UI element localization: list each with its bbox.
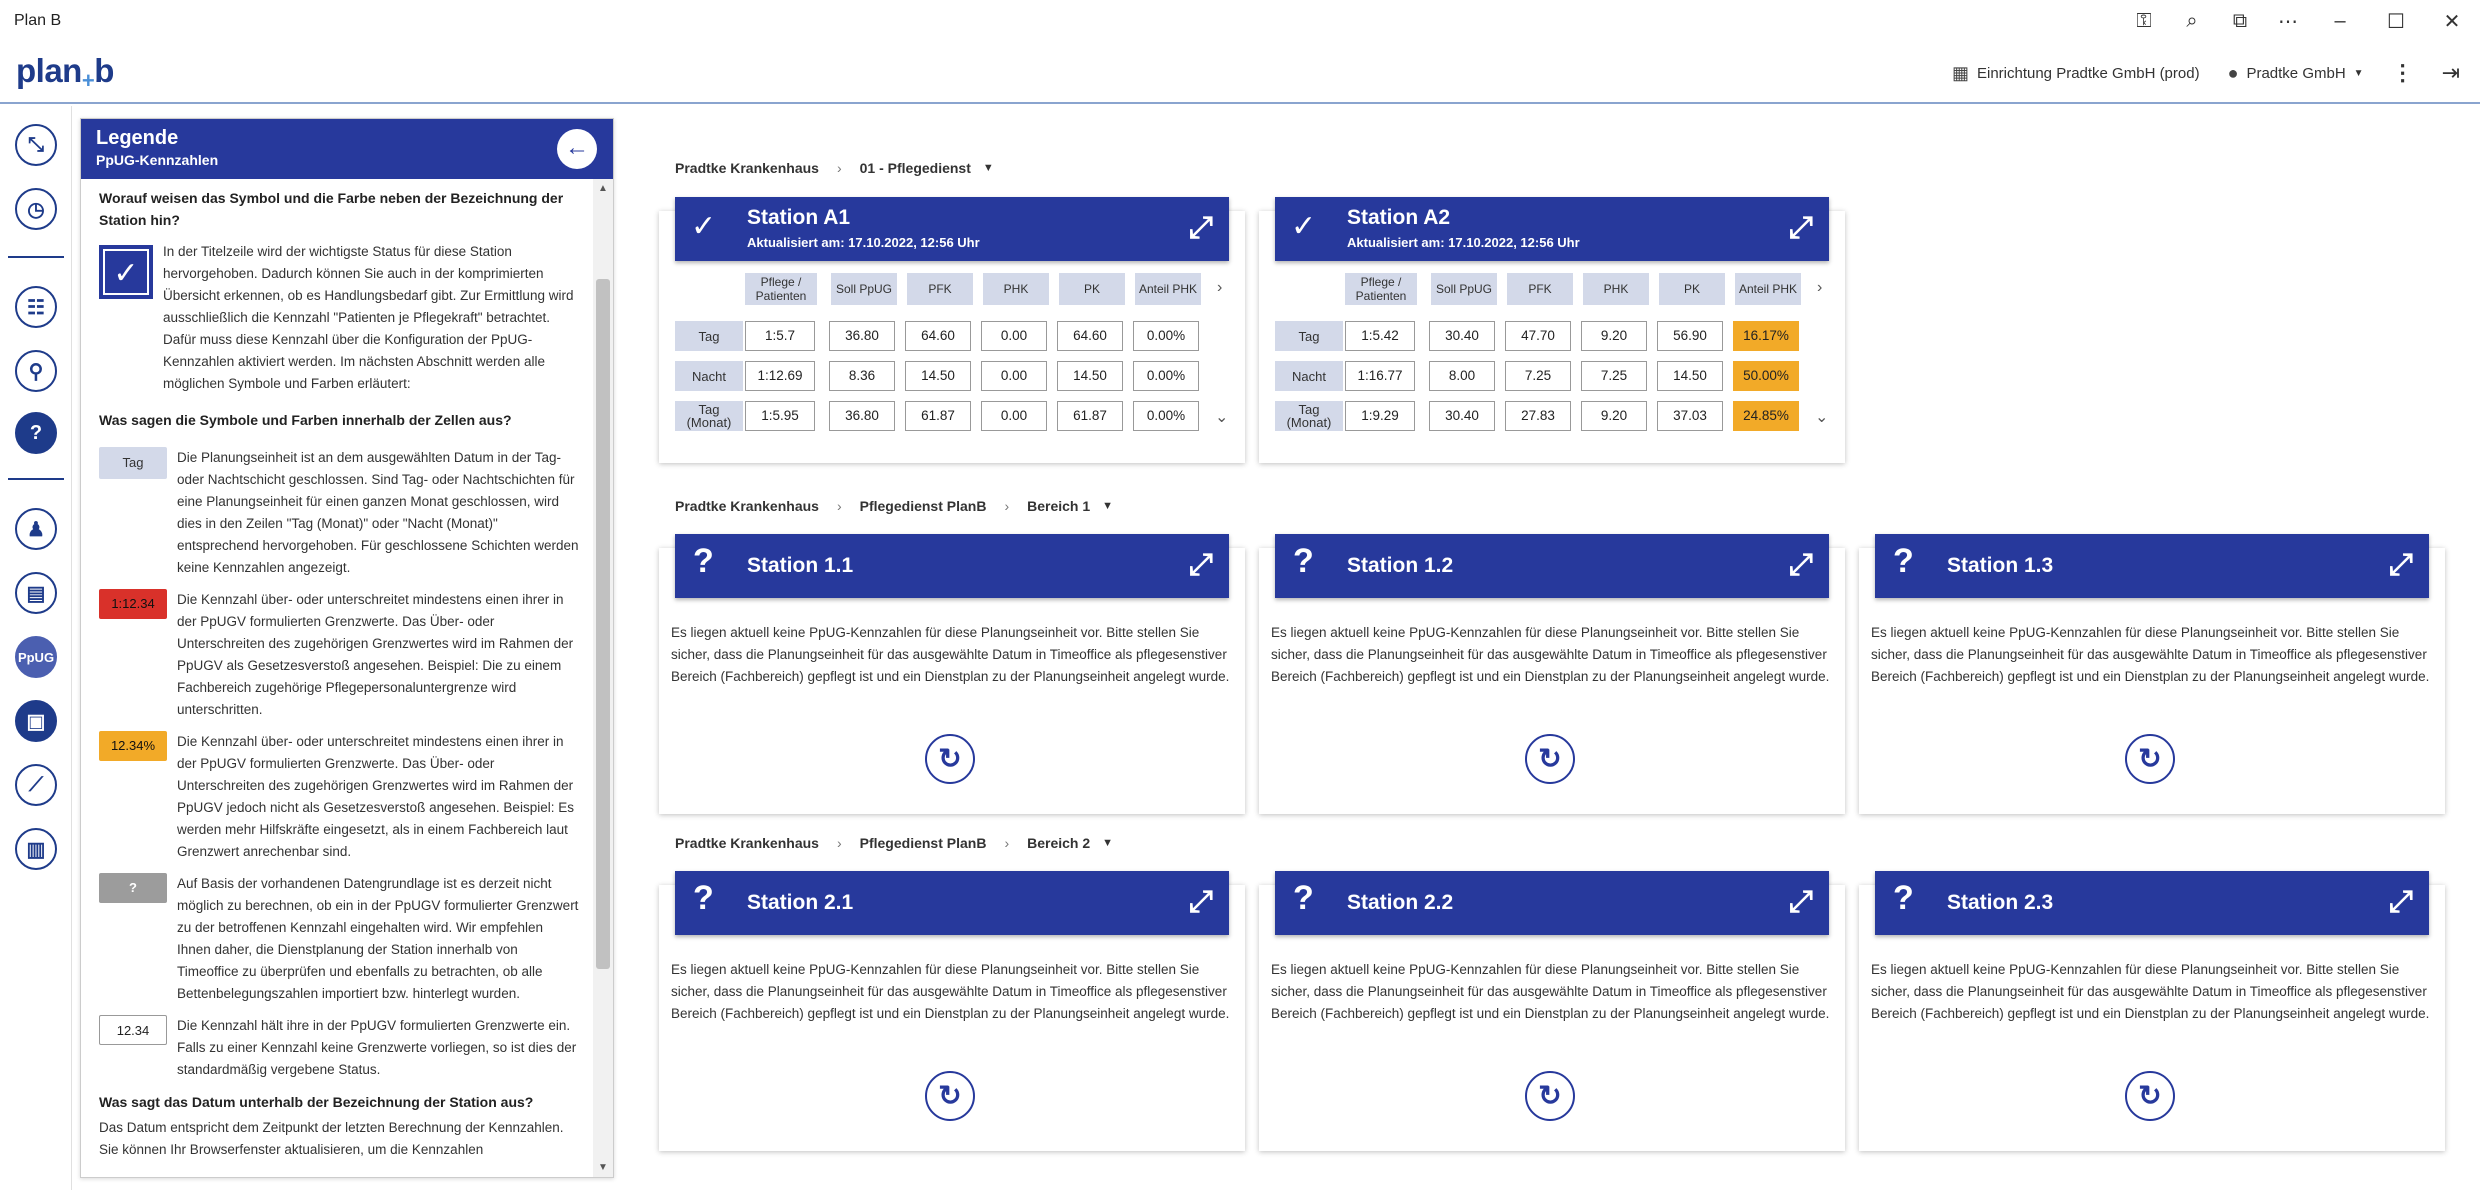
bar-chart-icon[interactable]: ▥ [15, 828, 57, 870]
sidebar-divider [8, 256, 64, 258]
metric-row-label: Tag (Monat) [675, 401, 743, 431]
check-icon: ✓ [691, 210, 717, 243]
metric-cell[interactable]: 0.00 [981, 361, 1047, 391]
chevron-right-icon[interactable]: › [1817, 279, 1823, 296]
tree-structure-icon[interactable]: ☷ [15, 286, 57, 328]
question-icon: ? [693, 879, 714, 917]
metric-row-label: Nacht [675, 361, 743, 391]
station-card [659, 206, 1245, 463]
station-header[interactable] [1875, 534, 2429, 598]
metric-cell[interactable]: 0.00% [1133, 361, 1199, 391]
refresh-icon[interactable]: ↻ [925, 734, 975, 784]
breadcrumb-item[interactable]: Pradtke Krankenhaus [675, 835, 819, 851]
legend-question: Worauf weisen das Symbol und die Farbe neben der Bezeichnung der Station hin? [99, 190, 564, 228]
legend-text: Die Kennzahl über- oder unterschreitet mindestens einen ihrer in der PpUGV formulierten Grenzwerte. Das Über- oder Unterschreiten des zugehörigen Grenzwertes wird im Rahmen der PpUGV als Gesetzesverstoß angesehen. Beispiel: Die zu einem Fachbereich zugehörige Pflegepersonaluntergrenze wird unterschritten. [177, 592, 574, 717]
expand-icon[interactable]: ⤢ [1189, 211, 1213, 244]
station-header[interactable] [675, 871, 1229, 935]
user-menu[interactable]: ● Pradtke GmbH ▼ [2227, 62, 2364, 83]
metric-cell[interactable]: 24.85% [1733, 401, 1799, 431]
badge-unknown: ? [99, 873, 167, 903]
user-icon: ● [2227, 62, 2239, 83]
metric-cell[interactable]: 7.25 [1505, 361, 1571, 391]
chevron-down-icon[interactable]: ▼ [1102, 500, 1114, 512]
metric-row-label: Tag (Monat) [1275, 401, 1343, 431]
empty-message: Es liegen aktuell keine PpUG-Kennzahlen für diese Planungseinheit vor. Bitte stellen Sie sicher, dass die Planungseinheit für das ausgewählte Datum in Timeoffice als pflegesenstiver Bereich (Fachbereich) gepflegt ist und ein Dienstplan zu der Planungseinheit angelegt wurde. [1871, 625, 2430, 684]
badge-closed: Tag [99, 447, 167, 479]
more-icon[interactable]: ⋯ [2278, 10, 2298, 33]
metric-cell[interactable]: 30.40 [1429, 401, 1495, 431]
app-logo[interactable]: plan+b [16, 52, 114, 93]
sidebar-item-ppug[interactable]: PpUG [15, 636, 57, 678]
legend-text: Die Kennzahl über- oder unterschreitet mindestens einen ihrer in der PpUGV formulierten Grenzwerte. Das Über- oder Unterschreiten des zugehörigen Grenzwertes wird im Rahmen der PpUGV jedoch nicht als Gesetzesverstoß angesehen. Beispiel: Es werden mehr Hilfskräfte eingesetzt, als in einem Fachbereich laut Grenzwert anrechenbar sind. [177, 734, 574, 859]
legend-question: Was sagt das Datum unterhalb der Bezeichnung der Station aus? [99, 1094, 534, 1110]
metric-column-header: PHK [1583, 273, 1649, 305]
scrollbar-thumb[interactable] [596, 279, 610, 969]
refresh-icon[interactable]: ↻ [1525, 734, 1575, 784]
station-header[interactable] [1275, 534, 1829, 598]
badge-ok: 12.34 [99, 1015, 167, 1045]
metric-cell[interactable]: 1:5.7 [745, 321, 815, 351]
metric-cell[interactable]: 56.90 [1657, 321, 1723, 351]
metric-cell[interactable]: 64.60 [905, 321, 971, 351]
station-header[interactable] [1875, 871, 2429, 935]
expand-icon[interactable]: ⤢ [1789, 548, 1813, 581]
breadcrumb-item[interactable]: Pflegedienst PlanB [859, 835, 987, 851]
station-header[interactable] [1275, 197, 1829, 261]
metric-cell[interactable]: 37.03 [1657, 401, 1723, 431]
legend-text: Die Kennzahl hält ihre in der PpUGV formulierten Grenzwerte ein. Falls zu einer Kennzahl keine Grenzwerte vorliegen, so ist dies der standardmäßig vergebene Status. [177, 1018, 577, 1077]
zoom-icon[interactable]: ⌕ [2186, 9, 2198, 32]
metric-cell[interactable]: 61.87 [1057, 401, 1123, 431]
metric-cell[interactable]: 14.50 [1057, 361, 1123, 391]
empty-message: Es liegen aktuell keine PpUG-Kennzahlen für diese Planungseinheit vor. Bitte stellen Sie sicher, dass die Planungseinheit für das ausgewählte Datum in Timeoffice als pflegesenstiver Bereich (Fachbereich) gepflegt ist und ein Dienstplan zu der Planungseinheit angelegt wurde. [1271, 962, 1830, 1021]
legend-body [81, 179, 593, 1177]
metric-row-label: Tag [1275, 321, 1343, 351]
legend-scrollbar[interactable] [593, 179, 613, 1177]
breadcrumb-item[interactable]: 01 - Pflegedienst [859, 160, 971, 176]
metric-cell[interactable]: 8.36 [829, 361, 895, 391]
sidebar [0, 106, 72, 1190]
station-card [1859, 542, 2445, 814]
metric-column-header: Anteil PHK [1735, 273, 1801, 305]
metric-cell[interactable]: 27.83 [1505, 401, 1571, 431]
calendar-settings-icon[interactable]: ◷ [15, 188, 57, 230]
metric-column-header: PFK [907, 273, 973, 305]
chevron-down-icon: ▼ [2353, 67, 2364, 79]
metric-cell[interactable]: 16.17% [1733, 321, 1799, 351]
metric-cell[interactable]: 64.60 [1057, 321, 1123, 351]
empty-message: Es liegen aktuell keine PpUG-Kennzahlen für diese Planungseinheit vor. Bitte stellen Sie sicher, dass die Planungseinheit für das ausgewählte Datum in Timeoffice als pflegesenstiver Bereich (Fachbereich) gepflegt ist und ein Dienstplan zu der Planungseinheit angelegt wurde. [1871, 962, 2430, 1021]
refresh-icon[interactable]: ↻ [2125, 734, 2175, 784]
metric-cell[interactable]: 36.80 [829, 321, 895, 351]
metric-cell[interactable]: 0.00% [1133, 321, 1199, 351]
station-card [659, 879, 1245, 1151]
station-title: Station A2 [1347, 206, 1451, 229]
metric-column-header: Pflege / Patienten [745, 273, 817, 305]
key-icon[interactable]: ⚿ [2136, 9, 2152, 32]
logout-icon[interactable]: ⇥ [2441, 60, 2460, 85]
station-title: Station 1.2 [1347, 554, 1454, 577]
breadcrumb: Pradtke Krankenhaus › 01 - Pflegedienst ▼ [675, 160, 994, 176]
question-icon: ? [1893, 879, 1914, 917]
legend-panel [80, 118, 614, 1178]
maximize-button[interactable]: ☐ [2387, 10, 2405, 33]
breadcrumb-item[interactable]: Bereich 1 [1027, 498, 1091, 514]
back-arrow-icon[interactable]: ← [557, 129, 597, 169]
legend-text: Die Planungseinheit ist an dem ausgewählten Datum in der Tag- oder Nachtschicht geschlossen. Sind Tag- oder Nachtschichten für eine Planungseinheit für einen ganzen Monat geschlossen, wird dies in den Zeilen "Tag (Monat)" oder "Nacht (Monat)" entsprechend hervorgehoben. Für geschlossene Schichten werden keine Kennzahlen angezeigt. [177, 450, 579, 575]
question-icon: ? [1293, 542, 1314, 580]
expand-icon[interactable]: ⤢ [1189, 548, 1213, 581]
legend-header [81, 119, 613, 179]
breadcrumb-item[interactable]: Pflegedienst PlanB [859, 498, 987, 514]
metric-cell[interactable]: 1:9.29 [1345, 401, 1415, 431]
breadcrumb-item[interactable]: Pradtke Krankenhaus [675, 498, 819, 514]
app-header [0, 42, 2480, 104]
metric-cell[interactable]: 50.00% [1733, 361, 1799, 391]
metric-cell[interactable]: 47.70 [1505, 321, 1571, 351]
metric-column-header: Soll PpUG [831, 273, 897, 305]
chevron-down-icon[interactable]: ▼ [982, 162, 994, 174]
breadcrumb: Pradtke Krankenhaus › Pflegedienst PlanB › Bereich 1 ▼ [675, 498, 1114, 514]
metric-column-header: Soll PpUG [1431, 273, 1497, 305]
metric-cell[interactable]: 9.20 [1581, 321, 1647, 351]
metric-column-header: PK [1659, 273, 1725, 305]
building-icon: ▦ [1951, 62, 1969, 83]
station-title: Station A1 [747, 206, 851, 229]
line-chart-icon[interactable]: ⟋ [15, 764, 57, 806]
close-button[interactable]: ✕ [2443, 10, 2461, 33]
empty-message: Es liegen aktuell keine PpUG-Kennzahlen für diese Planungseinheit vor. Bitte stellen Sie sicher, dass die Planungseinheit für das ausgewählte Datum in Timeoffice als pflegesenstiver Bereich (Fachbereich) gepflegt ist und ein Dienstplan zu der Planungseinheit angelegt wurde. [671, 962, 1230, 1021]
legend-question: Was sagen die Symbole und Farben innerhalb der Zellen aus? [99, 412, 512, 428]
station-header[interactable] [1275, 871, 1829, 935]
sidebar-divider [8, 478, 64, 480]
expand-icon[interactable]: ⤢ [2389, 548, 2413, 581]
updated-timestamp: Aktualisiert am: 17.10.2022, 12:56 Uhr [1347, 235, 1580, 250]
metric-cell[interactable]: 14.50 [905, 361, 971, 391]
question-icon: ? [693, 542, 714, 580]
calculator-icon[interactable]: ▣ [15, 700, 57, 742]
metric-cell[interactable]: 8.00 [1429, 361, 1495, 391]
station-card [659, 542, 1245, 814]
schedule-icon[interactable]: ▤ [15, 572, 57, 614]
empty-message: Es liegen aktuell keine PpUG-Kennzahlen für diese Planungseinheit vor. Bitte stellen Sie sicher, dass die Planungseinheit für das ausgewählte Datum in Timeoffice als pflegesenstiver Bereich (Fachbereich) gepflegt ist und ein Dienstplan zu der Planungseinheit angelegt wurde. [1271, 625, 1830, 684]
metric-cell[interactable]: 1:16.77 [1345, 361, 1415, 391]
metric-cell[interactable]: 36.80 [829, 401, 895, 431]
station-title: Station 1.1 [747, 554, 854, 577]
metric-column-header: PHK [983, 273, 1049, 305]
metric-row-label: Tag [675, 321, 743, 351]
scroll-up-icon[interactable]: ▲ [598, 183, 608, 194]
metric-cell[interactable]: 7.25 [1581, 361, 1647, 391]
breadcrumb-item[interactable]: Bereich 2 [1027, 835, 1091, 851]
legend-text: Das Datum entspricht dem Zeitpunkt der letzten Berechnung der Kennzahlen. Sie können Ihr Browserfenster aktualisieren, um die Kennzahlen [99, 1120, 564, 1157]
chevron-down-icon[interactable]: ▼ [1102, 837, 1114, 849]
metric-column-header: PK [1059, 273, 1125, 305]
kebab-menu-icon[interactable]: ⋮ [2391, 60, 2414, 85]
metric-cell[interactable]: 61.87 [905, 401, 971, 431]
metric-cell[interactable]: 0.00 [981, 321, 1047, 351]
metric-column-header: Anteil PHK [1135, 273, 1201, 305]
station-card [1259, 542, 1845, 814]
breadcrumb-item[interactable]: Pradtke Krankenhaus [675, 160, 819, 176]
metric-row-label: Nacht [1275, 361, 1343, 391]
chevron-down-icon[interactable]: ⌄ [1815, 409, 1829, 426]
station-title: Station 2.3 [1947, 891, 2054, 914]
metric-cell[interactable]: 9.20 [1581, 401, 1647, 431]
legend-text: Auf Basis der vorhandenen Datengrundlage ist es derzeit nicht möglich zu berechnen, ob ein in der PpUGV formulierter Grenzwert zu der betroffenen Kennzahl eingehalten wird. Wir empfehlen Ihnen daher, die Dienstplanung der Station innerhalb von Timeoffice zu überprüfen und ebenfalls zu betrachten, ob alle Bettenbelegungszahlen importiert bzw. hinterlegt wurden. [177, 876, 579, 1001]
metric-cell[interactable]: 1:12.69 [745, 361, 815, 391]
check-icon: ✓ [99, 245, 153, 299]
question-icon: ? [1293, 879, 1314, 917]
metric-cell[interactable]: 1:5.42 [1345, 321, 1415, 351]
collapse-icon[interactable]: ⤡ [15, 124, 57, 166]
station-title: Station 1.3 [1947, 554, 2054, 577]
metric-cell[interactable]: 0.00 [981, 401, 1047, 431]
legend-subtitle: PpUG-Kennzahlen [96, 152, 219, 168]
nurse-icon[interactable]: ♟ [15, 508, 57, 550]
window-title: Plan B [14, 12, 62, 29]
scroll-down-icon[interactable]: ▼ [598, 1162, 608, 1173]
badge-warning: 12.34% [99, 731, 167, 761]
station-card [1259, 206, 1845, 463]
metric-column-header: Pflege / Patienten [1345, 273, 1417, 305]
metric-column-header: PFK [1507, 273, 1573, 305]
refresh-icon[interactable]: ↻ [2125, 1071, 2175, 1121]
legend-title: Legende [96, 127, 179, 149]
breadcrumb: Pradtke Krankenhaus › Pflegedienst PlanB › Bereich 2 ▼ [675, 835, 1114, 851]
metric-cell[interactable]: 1:5.95 [745, 401, 815, 431]
legend-text: In der Titelzeile wird der wichtigste Status für diese Station hervorgehoben. Dadurch können Sie auch in der komprimierten Übersicht erkennen, ob es Handlungsbedarf gibt. Zur Ermittlung wird ausschließlich die Kennzahl "Patienten je Pflegekraft" betrachtet. Dafür muss diese Kennzahl über die Konfiguration der PpUG-Kennzahlen aktiviert werden. Im nächsten Abschnitt werden alle möglichen Symbole und Farben erläutert: [163, 244, 574, 391]
question-icon: ? [1893, 542, 1914, 580]
facility-selector[interactable]: ▦ Einrichtung Pradtke GmbH (prod) [1951, 62, 2200, 83]
station-title: Station 2.2 [1347, 891, 1454, 914]
expand-icon[interactable]: ⤢ [1789, 885, 1813, 918]
minimize-button[interactable]: – [2334, 9, 2346, 32]
refresh-icon[interactable]: ↻ [1525, 1071, 1575, 1121]
station-card [1259, 879, 1845, 1151]
chevron-down-icon[interactable]: ⌄ [1215, 409, 1229, 426]
empty-message: Es liegen aktuell keine PpUG-Kennzahlen für diese Planungseinheit vor. Bitte stellen Sie sicher, dass die Planungseinheit für das ausgewählte Datum in Timeoffice als pflegesenstiver Bereich (Fachbereich) gepflegt ist und ein Dienstplan zu der Planungseinheit angelegt wurde. [671, 625, 1230, 684]
filter-icon[interactable]: ⚲ [15, 350, 57, 392]
badge-violation: 1:12.34 [99, 589, 167, 619]
window-titlebar [0, 0, 2480, 42]
check-icon: ✓ [1291, 210, 1317, 243]
station-title: Station 2.1 [747, 891, 854, 914]
updated-timestamp: Aktualisiert am: 17.10.2022, 12:56 Uhr [747, 235, 980, 250]
station-header[interactable] [675, 197, 1229, 261]
metric-cell[interactable]: 30.40 [1429, 321, 1495, 351]
expand-icon[interactable]: ⤢ [1789, 211, 1813, 244]
station-header[interactable] [675, 534, 1229, 598]
station-card [1859, 879, 2445, 1151]
help-icon[interactable]: ? [15, 412, 57, 454]
metric-cell[interactable]: 14.50 [1657, 361, 1723, 391]
expand-icon[interactable]: ⤢ [2389, 885, 2413, 918]
chevron-right-icon[interactable]: › [1217, 279, 1223, 296]
refresh-icon[interactable]: ↻ [925, 1071, 975, 1121]
expand-icon[interactable]: ⤢ [1189, 885, 1213, 918]
metric-cell[interactable]: 0.00% [1133, 401, 1199, 431]
cast-icon[interactable]: ⧉ [2232, 9, 2248, 32]
